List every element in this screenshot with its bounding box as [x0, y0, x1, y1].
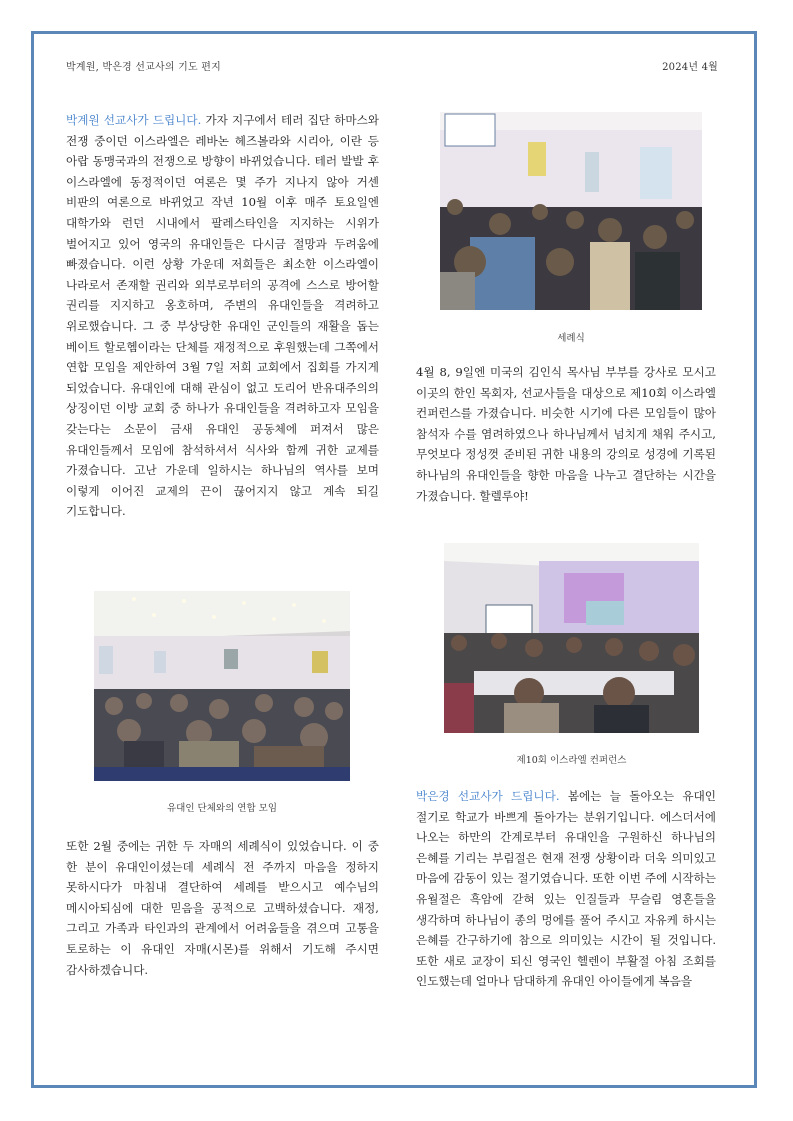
- intro-text: 가자 지구에서 테러 집단 하마스와 전쟁 중이던 이스라엘은 레바논 헤즈볼라와 시리아, 이란 등 아랍 동맹국과의 전쟁으로 방향이 바뀌었습니다. 테러 발발 후 이스라엘에 동정적이던 여론은 몇 주가 지나지 않아 거센 비판의 여론으로 바뀌었고 작년 10월 이후 매주 토요일엔 대학가와 런던 시내에서 팔레스타인을 지지하는 시위가 벌어지고 있어 영국의 유대인들은 다시금 절망과 두려움에 빠졌습니다. 이런 상황 가운데 저희들은 최소한 이스라엘이 나라로서 존재할 권리와 외부로부터의 공격에 스스로 방어할 권리를 지지하고 옹호하며, 주변의 유대인들을 격려하고 위로했습니다. 그 중 부상당한 유대인 군인들의 재활을 돕는 베이트 할로헴이라는 단체를 재정적으로 후원했는데 그쪽에서 연합 모임을 제안하여 3월 7일 저희 교회에서 집회를 가지게 되었습니다. 유대인에 대해 관심이 없고 도리어 반유대주의의 상징이던 이방 교회 중 하나가 유대인들을 격려하고자 모임을 갖는다는 소문이 금새 유대인 공동체에 퍼져서 많은 유대인들께서 모임에 참석하셔서 식사와 함께 귀한 교제를 가졌습니다. 고난 가운데 일하시는 하나님의 역사를 보며 이렇게 이어진 교제의 끈이 끊어지지 않고 계속 되길 기도합니다.: [66, 113, 379, 519]
- school-text: 봄에는 늘 돌아오는 유대인 절기로 학교가 바쁘게 돌아가는 분위기입니다. 에스더서에 나오는 하만의 간계로부터 유대인을 구원하신 하나님의 은혜를 기리는 부림절은 현재 전쟁 상황이라 더욱 의미있고 마음에 감동이 있는 절기였습니다. 또한 이번 주에 시작하는 유월절은 흑암에 갇혀 있는 인질들과 무슬림 영혼들을 생각하며 하나님이 종의 멍에를 풀어 주시고 자유케 하시는 은혜를 간구하기에 참으로 의미있는 시간이 될 것입니다. 또한 새로 교장이 되신 영국인 헬렌이 부활절 아침 조회를 인도했는데 얼마나 담대하게 유대인 아이들에게 복음을: [416, 789, 716, 989]
- joint-meeting-photo: [94, 591, 350, 781]
- school-heading: 박은경 선교사가 드립니다.: [416, 789, 560, 803]
- baptism-photo: [440, 112, 702, 310]
- intro-heading: 박계원 선교사가 드립니다.: [66, 113, 202, 127]
- joint-meeting-caption: 유대인 단체와의 연합 모임: [166, 803, 277, 814]
- intro-paragraph: [66, 110, 379, 522]
- baptism-paragraph: 또한 2월 중에는 귀한 두 자매의 세례식이 있었습니다. 이 중 한 분이 유대인이셨는데 세례식 전 주까지 마음을 정하지 못하시다가 마침내 결단하여 세례를 받으시고 예수님의 메시아되심에 대한 믿음을 공적으로 고백하셨습니다. 재정, 그리고 가족과 타인과의 관계에서 어려움들을 겪으며 고통을 토로하는 이 유대인 자매(시몬)를 위해서 기도해 주시면 감사하겠습니다.: [66, 839, 379, 977]
- letter-date: 2024년 4월: [662, 62, 718, 73]
- conference-paragraph: 4월 8, 9일엔 미국의 김인식 목사님 부부를 강사로 모시고 이곳의 한인 목회자, 선교사들을 대상으로 제10회 이스라엘 컨퍼런스를 가졌습니다. 비슷한 시기에 다른 모임들이 많아 참석자 수를 염려하였으나 하나님께서 넘치게 채워 주시고, 무엇보다 정성껏 준비된 귀한 내용의 강의로 성경에 기록된 하나님의 유대인들을 향한 마음을 나누고 결단하는 시간을 가졌습니다. 할렐루야!: [416, 365, 716, 503]
- baptism-caption: 세례식: [557, 333, 585, 344]
- conference-photo: [444, 543, 699, 733]
- school-paragraph: [416, 786, 716, 992]
- conference-caption: 제10회 이스라엘 컨퍼런스: [516, 755, 627, 766]
- letter-title: 박계원, 박은경 선교사의 기도 편지: [66, 62, 221, 73]
